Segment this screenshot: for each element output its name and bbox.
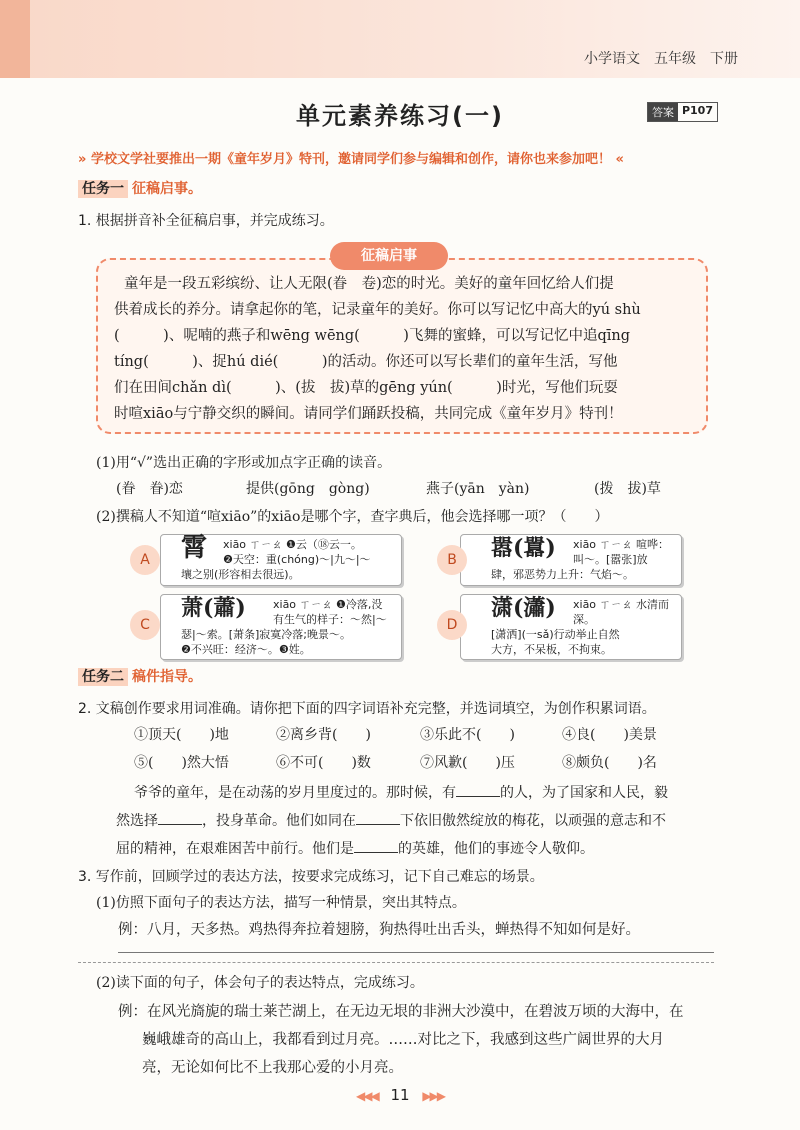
dict-def-b-1: xiāo ㄒㄧㄠ 喧哗： [573, 538, 670, 551]
dict-char-c: 萧(蕭) [181, 595, 246, 621]
left-arrows-icon: ◀◀◀ [355, 1089, 378, 1103]
dict-def-d-1: xiāo ㄒㄧㄠ 水清而 [573, 598, 670, 611]
idiom-7: ⑦风歉( )压 [420, 755, 515, 771]
notice-line-2: 供着成长的养分。请拿起你的笔，记录童年的美好。你可以写记忆中高大的yú shù [114, 302, 641, 318]
section-divider [78, 962, 714, 963]
idiom-8: ⑧颇负( )名 [562, 755, 657, 771]
idiom-4: ④良( )美景 [562, 727, 657, 743]
dict-def-d-2: 深。 [573, 613, 595, 626]
option-letter-d: D [437, 610, 467, 640]
dict-card-a [160, 534, 402, 586]
dict-def-d-4: 大方，不呆板，不拘束。 [491, 643, 612, 656]
intro-text [78, 148, 728, 167]
dict-def-b-3: 肆，邪恶势力上升：气焰～。 [491, 568, 634, 581]
para-l1b: 的人，为了国家和人民，毅 [500, 785, 668, 801]
example-2-line-1: 例：在风光旖旎的瑞士莱芒湖上，在无边无垠的非洲大沙漠中，在碧波万顷的大海中，在 [118, 1004, 684, 1020]
question-3-1: (1)仿照下面句子的表达方法，描写一种情景，突出其特点。 [96, 895, 466, 911]
dict-def-d-3: [潇洒](一sǎ)行动举止自然 [491, 628, 620, 641]
para-l1a: 爷爷的童年，是在动荡的岁月里度过的。那时候，有 [134, 785, 456, 801]
dict-def-a-2: ❷天空：重(chóng)～|九～|～ [223, 553, 371, 566]
answer-label: 答案 [648, 103, 678, 121]
paragraph-line-3 [116, 838, 594, 858]
dict-def-c-3: 瑟|～索。[萧条]寂寞冷落;晚景～。 [181, 628, 351, 641]
page-title: 单元素养练习(一) [296, 102, 504, 130]
question-1-1: (1)用“√”选出正确的字形或加点字正确的读音。 [96, 455, 392, 471]
idiom-3: ③乐此不( ) [420, 727, 515, 743]
notice-line-5: 们在田间chǎn dì( )、(拔 拔)草的gēng yún( )时光，写他们玩耍 [114, 380, 618, 396]
task2-heading [78, 666, 202, 686]
task2-label: 任务二 [78, 668, 128, 686]
option-letter-a: A [130, 545, 160, 575]
dict-def-a-3: 壤之别(形容相去很远)。 [181, 568, 300, 581]
option-2: 提供(gōng gòng) [246, 481, 370, 497]
subject-header: 小学语文 五年级 下册 [584, 51, 738, 67]
dict-def-a-1: xiāo ㄒㄧㄠ ❶云（⑱云一。 [223, 538, 362, 551]
question-3-2: (2)读下面的句子，体会句子的表达特点，完成练习。 [96, 975, 424, 991]
question-1: 1. 根据拼音补全征稿启事，并完成练习。 [78, 213, 334, 229]
option-1: (眷 眷)恋 [116, 481, 183, 497]
option-letter-c: C [130, 610, 160, 640]
task1-label: 任务一 [78, 180, 128, 198]
option-4: (拨 拔)草 [594, 481, 661, 497]
idiom-1: ①顶天( )地 [134, 727, 229, 743]
question-1-2: (2)撰稿人不知道“喧xiāo”的xiāo是哪个字，查字典后，他会选择哪一项？（ ） [96, 509, 609, 525]
dict-card-b [460, 534, 682, 586]
dict-char-a: 霄 [181, 533, 208, 563]
task1-text: 征稿启事。 [132, 181, 202, 197]
dict-char-b: 嚣(囂) [491, 535, 556, 561]
notice-line-4: tíng( )、捉hú dié( )的活动。你还可以写长辈们的童年生活，写他 [114, 354, 618, 370]
page-number: 11 [390, 1086, 410, 1104]
task2-text: 稿件指导。 [132, 669, 202, 685]
dict-def-b-2: 叫～。[嚣张]放 [573, 553, 648, 566]
fill-blank-2[interactable] [158, 823, 202, 825]
chevron-right-icon: » [78, 152, 87, 167]
right-arrows-icon: ▶▶▶ [422, 1089, 445, 1103]
idiom-2: ②离乡背( ) [276, 727, 371, 743]
example-2-line-2: 巍峨雄奇的高山上，我都看到过月亮。……对比之下，我感到这些广阔世界的大月 [142, 1032, 664, 1048]
chevron-left-icon: « [615, 152, 624, 167]
task1-heading [78, 178, 202, 198]
dict-char-d: 潇(瀟) [491, 595, 556, 621]
idiom-6: ⑥不可( )数 [276, 755, 371, 771]
fill-blank-1[interactable] [456, 795, 500, 797]
answer-line[interactable] [118, 952, 714, 953]
fill-blank-3[interactable] [356, 823, 400, 825]
dict-def-c-1: xiāo ㄒㄧㄠ ❶冷落,没 [273, 598, 383, 611]
question-3: 3. 写作前，回顾学过的表达方法，按要求完成练习，记下自己难忘的场景。 [78, 869, 544, 885]
dict-card-d [460, 594, 682, 660]
dict-def-c-2: 有生气的样子：～然|～ [273, 613, 387, 626]
question-2: 2. 文稿创作要求用词准确。请你把下面的四字词语补充完整，并选词填空，为创作积累词语。 [78, 701, 656, 717]
paragraph-line-2 [116, 810, 666, 830]
para-l3a: 屈的精神，在艰难困苦中前行。他们是 [116, 841, 354, 857]
option-3: 燕子(yān yàn) [426, 481, 530, 497]
page-footer [0, 1086, 800, 1104]
example-1: 例：八月，天多热。鸡热得奔拉着翅膀，狗热得吐出舌头，蝉热得不知如何是好。 [118, 922, 640, 938]
para-l3b: 的英雄，他们的事迹令人敬仰。 [398, 841, 594, 857]
idiom-5: ⑤( )然大悟 [134, 755, 229, 771]
para-l2a: 然选择 [116, 813, 158, 829]
para-l2c: 下依旧傲然绽放的梅花，以顽强的意志和不 [400, 813, 666, 829]
fill-blank-4[interactable] [354, 851, 398, 853]
example-2-line-3: 亮，无论如何比不上我那心爱的小月亮。 [142, 1060, 403, 1076]
intro-label: 学校文学社要推出一期《童年岁月》特刊，邀请同学们参与编辑和创作，请你也来参加吧！ [90, 152, 611, 167]
paragraph-line-1 [134, 782, 668, 802]
answer-badge [647, 102, 718, 122]
notice-line-1: 童年是一段五彩缤纷、让人无限(眷 卷)恋的时光。美好的童年回忆给人们提 [124, 276, 614, 292]
notice-line-6: 时喧xiāo与宁静交织的瞬间。请同学们踊跃投稿，共同完成《童年岁月》特刊！ [114, 406, 623, 422]
answer-page: P107 [681, 104, 713, 117]
dict-def-c-4: ❷不兴旺：经济～。❸姓。 [181, 643, 311, 656]
para-l2b: ，投身革命。他们如同在 [202, 813, 356, 829]
top-band-accent [0, 0, 30, 78]
option-letter-b: B [437, 545, 467, 575]
notice-tag: 征稿启事 [330, 242, 448, 270]
notice-line-3: ( )、呢喃的燕子和wēng wēng( )飞舞的蜜蜂，可以写记忆中追qīng [114, 328, 631, 344]
dict-card-c [160, 594, 402, 660]
